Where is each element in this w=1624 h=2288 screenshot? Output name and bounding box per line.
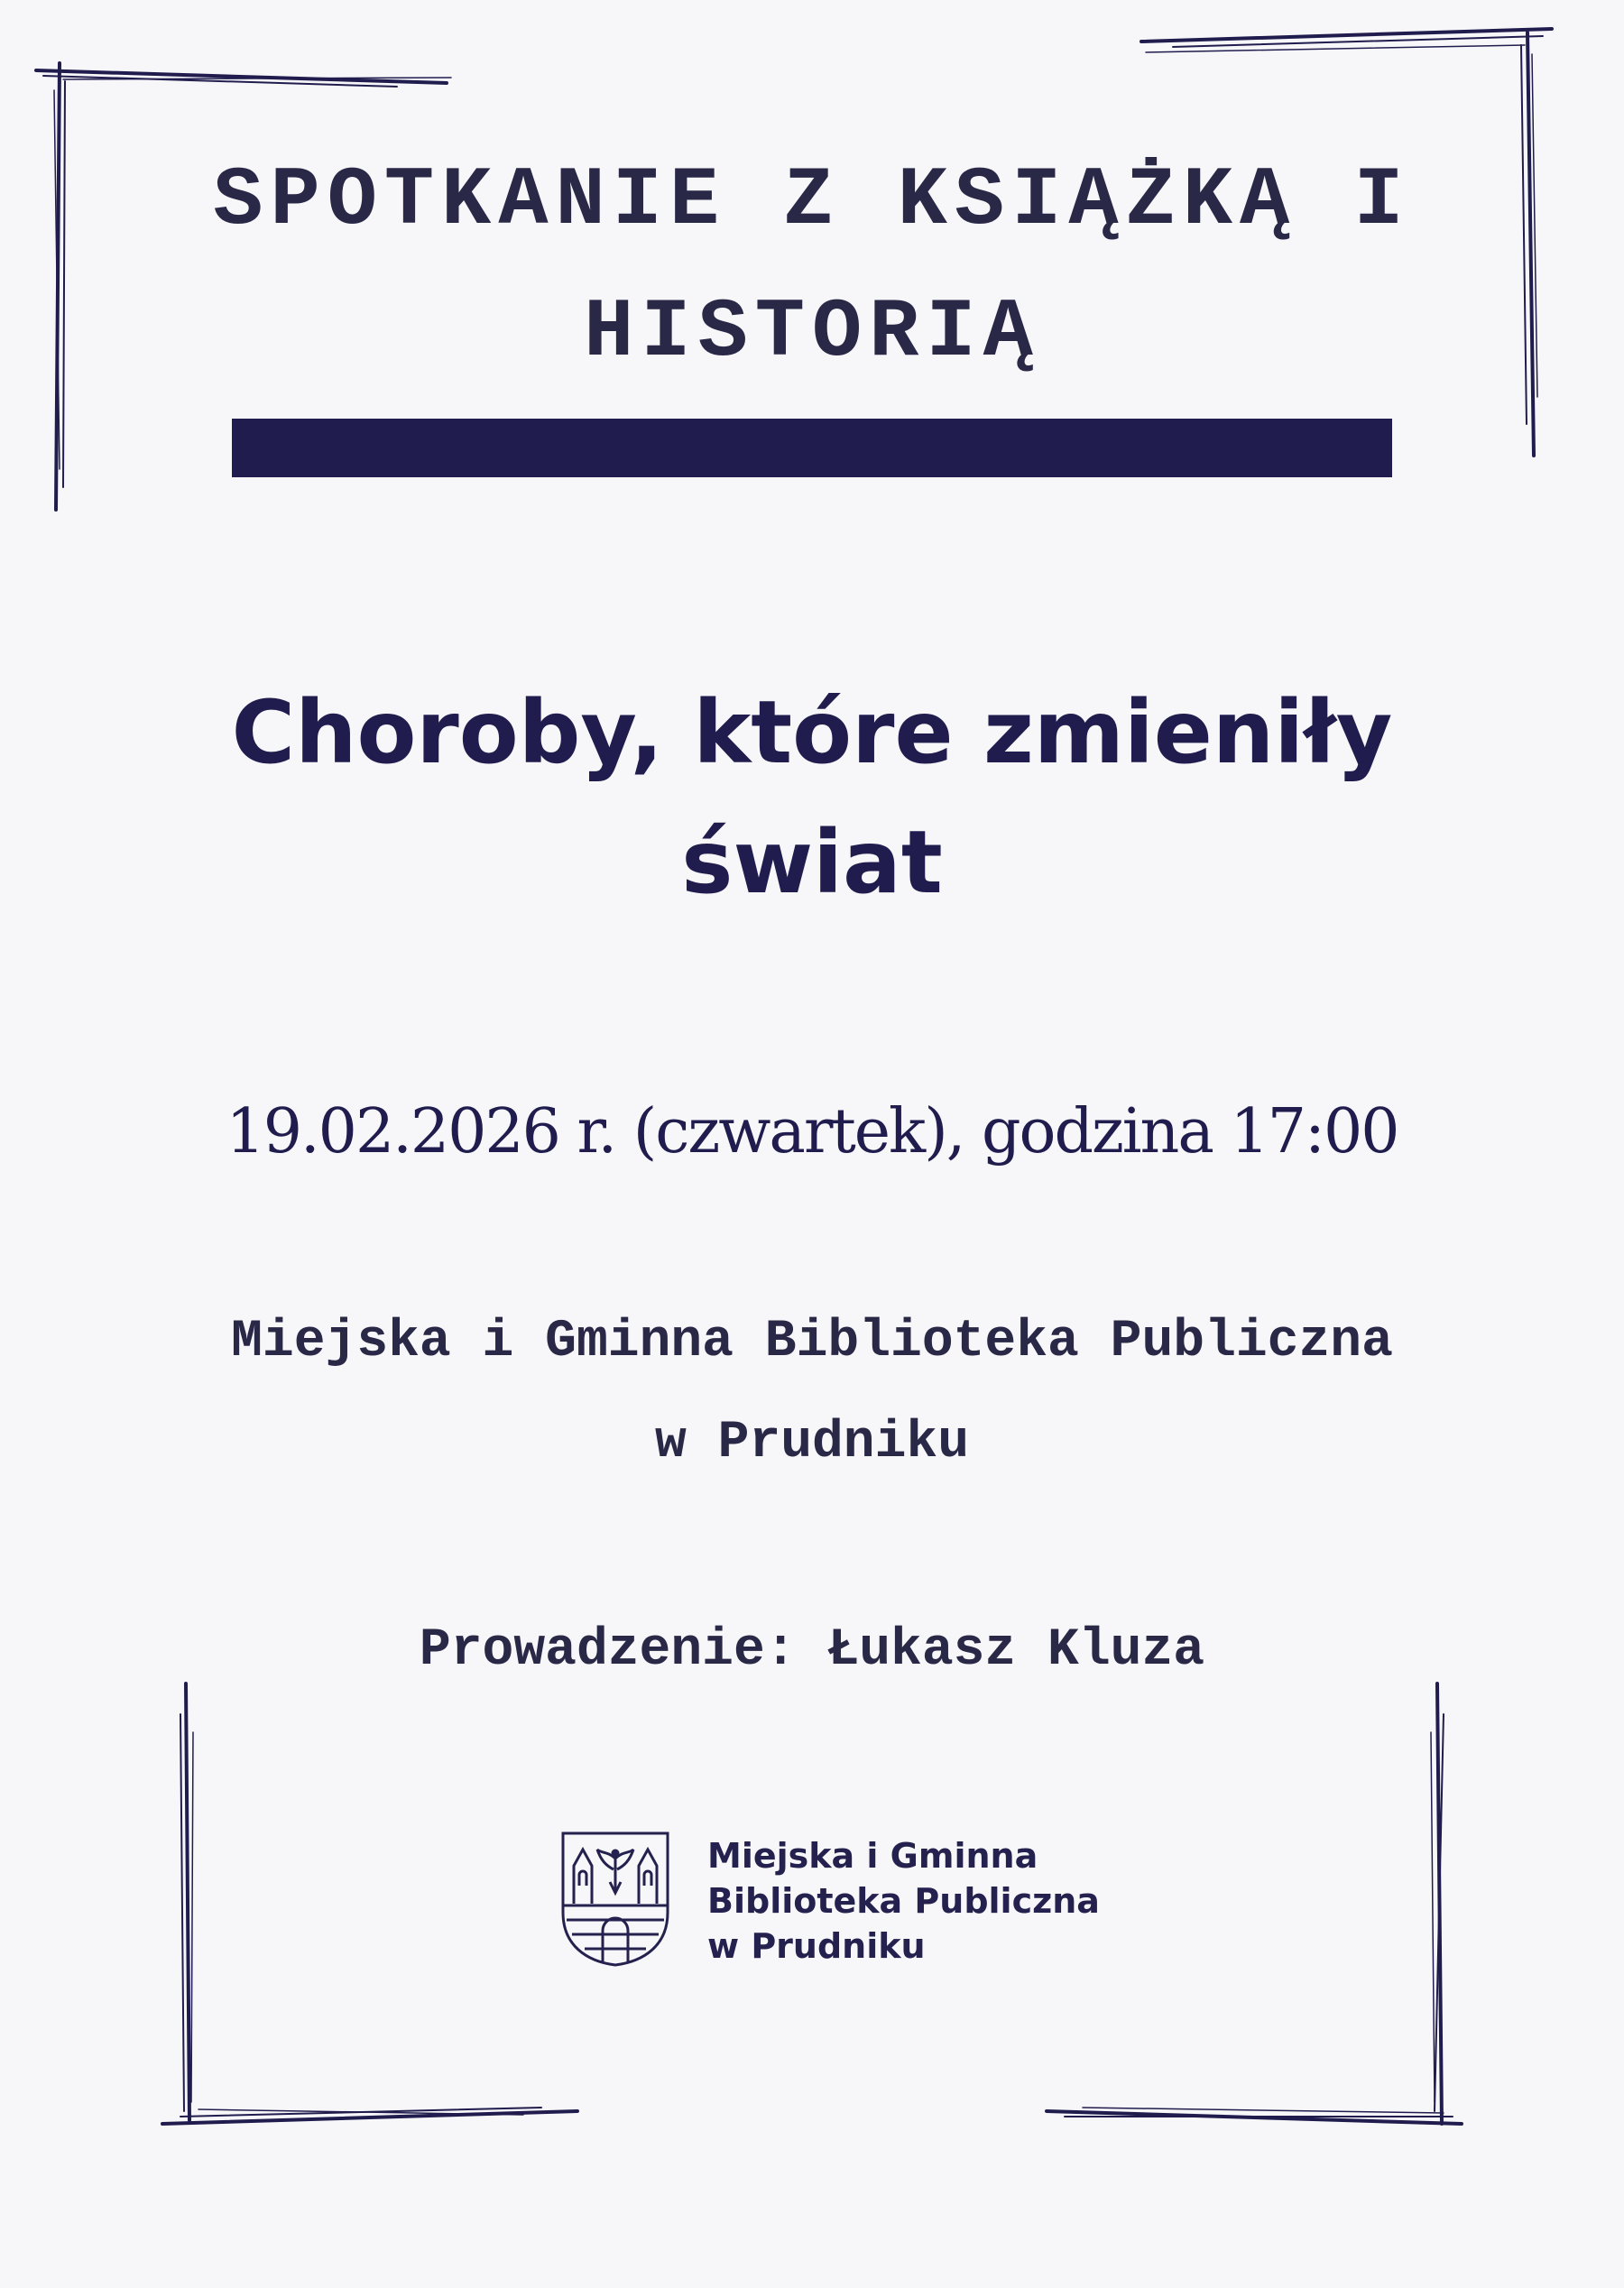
series-title-line-1: SPOTKANIE Z KSIĄŻKĄ I: [213, 153, 1411, 248]
venue-line-1: Miejska i Gminna Biblioteka Publiczna: [231, 1313, 1393, 1371]
venue-line-2: w Prudniku: [654, 1414, 970, 1472]
event-title-line-1: Choroby, które zmieniły: [231, 682, 1393, 783]
series-title-line-2: HISTORIĄ: [584, 285, 1040, 380]
library-crest-icon: [559, 1830, 671, 1969]
library-logo: [559, 1830, 1191, 1969]
series-title: [180, 135, 1444, 399]
event-title: [135, 668, 1489, 927]
library-logo-text: [707, 1833, 1100, 1969]
event-venue: [135, 1292, 1489, 1494]
logo-text-line-2: Biblioteka Publiczna: [707, 1881, 1100, 1921]
logo-text-line-3: w Prudniku: [707, 1926, 926, 1966]
frame-corner-bottom-left: [162, 1684, 577, 2124]
header-divider-bar: [232, 419, 1392, 477]
event-datetime: 19.02.2026 r. (czwartek), godzina 17:00: [226, 1096, 1398, 1167]
logo-text-line-1: Miejska i Gminna: [707, 1836, 1038, 1876]
event-title-line-2: świat: [681, 812, 943, 913]
event-host: Prowadzenie: Łukasz Kluza: [419, 1621, 1205, 1680]
